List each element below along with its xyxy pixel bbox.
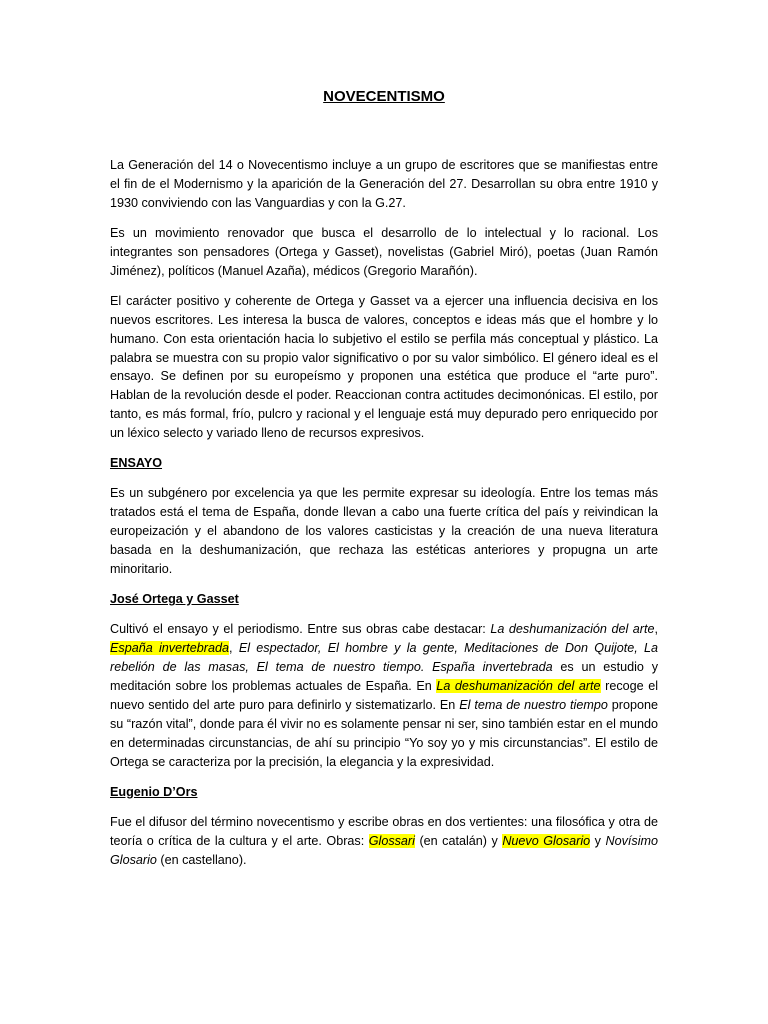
section-heading-ortega [110, 590, 658, 609]
highlighted-work-title: España invertebrada [110, 641, 230, 656]
text-run: Cultivó el ensayo y el periodismo. Entre sus obras cabe destacar: [110, 622, 491, 637]
text-run: Fue el difusor del término novecentismo y escribe obras en dos vertientes: una filosófica y otra de teoría o crítica de la cultura y el arte. Obras: [110, 814, 658, 848]
text-run: , [229, 641, 239, 656]
text-run: y [590, 833, 606, 848]
text-run: (en catalán) y [414, 833, 503, 848]
paragraph-characteristics: El carácter positivo y coherente de Ortega y Gasset va a ejercer una influencia decisiva en los nuevos escritores. Les interesa la busca de valores, conceptos e ideas más que el hombre y lo humano. Con esta orientación hacia lo subjetivo el estilo se perfila más conceptual y plástico. La palabra se muestra con su propio valor significativo o por su valor simbólico. El género ideal es el ensayo. Se definen por su europeísmo y proponen una estética que produce el “arte puro”. Hablan de la revolución desde el poder. Reaccionan contra actitudes decimonónicas. El estilo, por tanto, es más formal, frío, pulcro y racional y el lenguaje está muy depurado pero enriquecido por un léxico selecto y variado lleno de recursos expresivos. [110, 293, 658, 441]
section-heading-dors [110, 783, 658, 802]
text-run: , [654, 622, 659, 637]
highlighted-work-title: Nuevo Glosario [502, 833, 591, 848]
work-title: El tema de nuestro tiempo [459, 697, 608, 712]
paragraph-dors [110, 813, 658, 870]
highlighted-work-title: Glossari [368, 833, 415, 848]
text-run: es un estudio y meditación sobre los problemas actuales de España. En [110, 659, 658, 693]
section-heading-ensayo [110, 454, 658, 473]
heading-text: ENSAYO [110, 456, 163, 471]
highlighted-work-title: La deshumanización del arte [436, 678, 601, 693]
heading-text: Eugenio D’Ors [110, 784, 198, 799]
work-title: La deshumanización del arte [490, 622, 655, 637]
work-title: El espectador, El hombre y la gente, Meditaciones de Don Quijote, La rebelión de las masas, El tema de nuestro tiempo. España invertebrada [110, 641, 658, 674]
document-body [110, 156, 658, 881]
paragraph-movement: Es un movimiento renovador que busca el desarrollo de lo intelectual y lo racional. Los integrantes son pensadores (Ortega y Gasset), novelistas (Gabriel Miró), poetas (Juan Ramón Jiménez), políticos (Manuel Azaña), médicos (Gregorio Marañón). [110, 225, 658, 278]
paragraph-ensayo: Es un subgénero por excelencia ya que les permite expresar su ideología. Entre los temas más tratados está el tema de España, donde llevan a cabo una fuerte crítica del país y reivindican la europeización y el abandono de los valores casticistas y la creación de una nueva literatura basada en la deshumanización, que rechaza las estéticas anteriores y propugna un arte minoritario. [110, 486, 658, 576]
paragraph-intro: La Generación del 14 o Novecentismo incluye a un grupo de escritores que se manifiestas entre el fin de el Modernismo y la aparición de la Generación del 27. Desarrollan su obra entre 1910 y 1930 conviviendo con las Vanguardias y con la G.27. [110, 158, 658, 210]
heading-text: José Ortega y Gasset [110, 592, 239, 607]
page-title: NOVECENTISMO [323, 88, 445, 105]
text-run: propone su “razón vital”, donde para él vivir no es solamente pensar ni ser, sino también estar en el mundo en determinadas circunstancias, de ahí su principio “Yo soy yo y mis circunstancias”. El estilo de Ortega se caracteriza por la precisión, la elegancia y la expresividad. [110, 697, 659, 769]
text-run: recoge el nuevo sentido del arte puro para definirlo y sistematizarlo. En [110, 678, 658, 712]
work-title: Novísimo Glosario [110, 833, 658, 867]
text-run: (en castellano). [156, 852, 247, 867]
paragraph-ortega [110, 620, 658, 771]
